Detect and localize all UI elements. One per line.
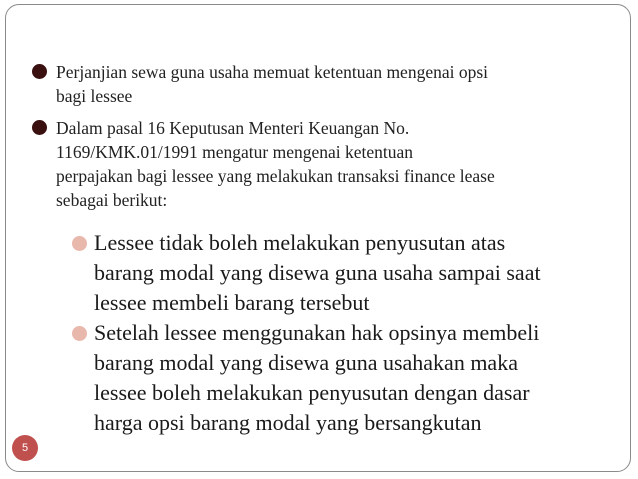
dark-bullet-icon — [32, 64, 47, 79]
text-line: perpajakan bagi lessee yang melakukan transaksi finance lease — [56, 166, 495, 186]
text-line: barang modal yang disewa guna usahakan maka — [94, 350, 518, 375]
text-line: lessee boleh melakukan penyusutan dengan dasar — [94, 380, 530, 405]
dark-bullet-icon — [32, 120, 47, 135]
text-line: lessee membeli barang tersebut — [94, 290, 370, 315]
pink-bullet-icon — [72, 236, 87, 251]
pink-bullet-icon — [72, 326, 87, 341]
page-number-badge: 5 — [12, 435, 38, 461]
sub-bullet-text — [94, 228, 619, 318]
text-line: Lessee tidak boleh melakukan penyusutan atas — [94, 230, 506, 255]
text-line: Setelah lessee menggunakan hak opsinya membeli — [94, 320, 540, 345]
text-line: sebagai berikut: — [56, 190, 168, 210]
text-line: Dalam pasal 16 Keputusan Menteri Keuangan No. — [56, 118, 410, 138]
bullet-text — [56, 60, 616, 108]
text-line: bagi lessee — [56, 86, 133, 106]
bullet-text — [56, 116, 616, 212]
text-line: barang modal yang disewa guna usaha sampai saat — [94, 260, 541, 285]
text-line: harga opsi barang modal yang bersangkutan — [94, 410, 482, 435]
text-line: 1169/KMK.01/1991 mengatur mengenai ketentuan — [56, 142, 414, 162]
text-line: Perjanjian sewa guna usaha memuat ketentuan mengenai opsi — [56, 62, 489, 82]
sub-bullet-text — [94, 318, 619, 438]
